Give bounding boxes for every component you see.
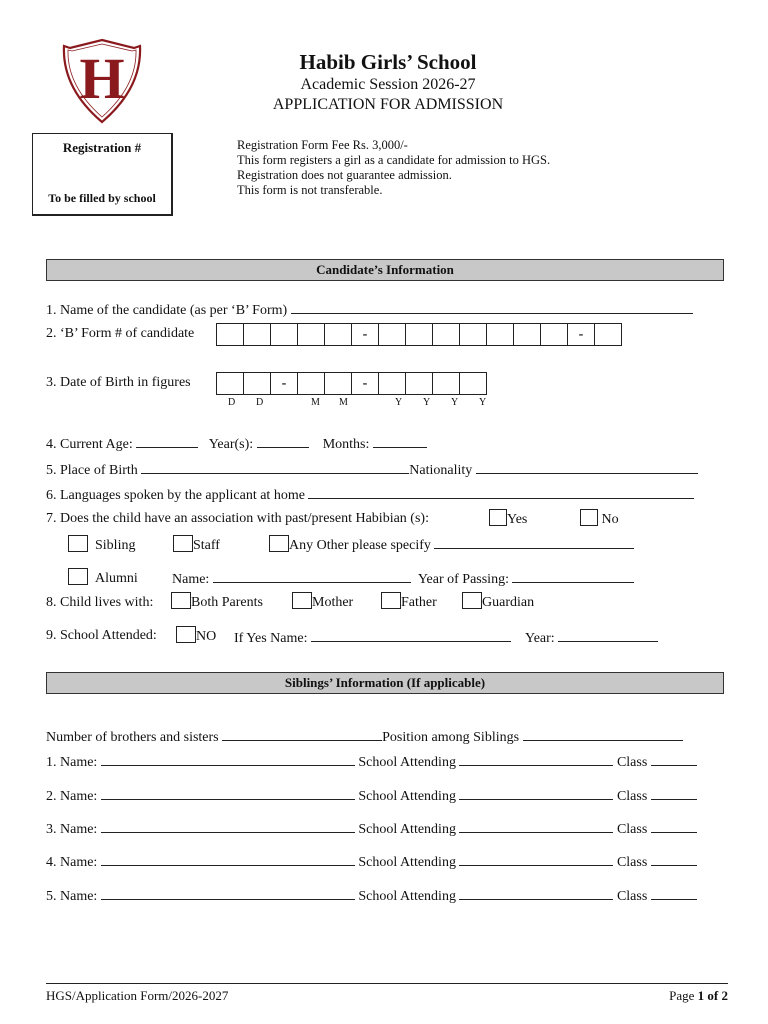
candidate-section-heading: Candidate’s Information	[46, 259, 724, 281]
sibling-class-field[interactable]	[651, 886, 697, 900]
page-total: 2	[721, 988, 728, 1003]
footer-divider	[46, 983, 728, 984]
dob-dash: -	[351, 372, 379, 395]
b-form-dash: -	[567, 323, 595, 346]
note-transfer: This form is not transferable.	[237, 183, 383, 197]
previous-school-field[interactable]	[311, 628, 511, 642]
page-current: 1	[697, 988, 705, 1003]
sibling-name-field[interactable]	[101, 852, 355, 866]
b-form-digit[interactable]	[324, 323, 352, 346]
academic-session: Academic Session 2026-27	[300, 76, 476, 93]
q9-if-yes-label: If Yes Name:	[234, 631, 308, 646]
father-checkbox[interactable]	[381, 592, 401, 609]
q9-label: 9. School Attended:	[46, 628, 157, 643]
q2-label: 2. ‘B’ Form # of candidate	[46, 326, 195, 341]
guardian-checkbox[interactable]	[462, 592, 482, 609]
q9-year-label: Year:	[525, 631, 555, 646]
sibling-class-label: Class	[616, 755, 648, 770]
q9-no-checkbox[interactable]	[176, 626, 196, 643]
sibling-option	[68, 535, 135, 554]
dob-year-digit[interactable]	[432, 372, 460, 395]
sibling-school-label: School Attending	[358, 789, 456, 804]
sibling-school-field[interactable]	[459, 852, 613, 866]
alumni-name-label: Name:	[172, 572, 210, 587]
sibling-class-label: Class	[616, 789, 648, 804]
logo-letter: H	[79, 46, 125, 111]
b-form-digit[interactable]	[216, 323, 244, 346]
sibling-school-label: School Attending	[358, 889, 456, 904]
siblings-count-row	[46, 727, 683, 746]
q7-no-label: No	[601, 512, 619, 527]
q4-label: 4. Current Age:	[46, 437, 133, 452]
sibling-name-field[interactable]	[101, 752, 355, 766]
siblings-section-heading: Siblings’ Information (If applicable)	[46, 672, 724, 694]
dob-label-y: Y	[395, 397, 403, 408]
sibling-label: Sibling	[95, 538, 136, 553]
dob-label-y: Y	[451, 397, 459, 408]
staff-checkbox[interactable]	[173, 535, 193, 552]
sibling-school-label: School Attending	[358, 822, 456, 837]
sibling-class-field[interactable]	[651, 752, 697, 766]
dob-label-m: M	[311, 397, 320, 408]
sibling-school-field[interactable]	[459, 786, 613, 800]
b-form-digit[interactable]	[378, 323, 406, 346]
siblings-count-label: Number of brothers and sisters	[46, 730, 219, 745]
sibling-school-field[interactable]	[459, 819, 613, 833]
sibling-position-field[interactable]	[523, 727, 683, 741]
sibling-class-field[interactable]	[651, 852, 697, 866]
sibling-name-label: 3. Name:	[46, 822, 98, 837]
sibling-name-field[interactable]	[101, 786, 355, 800]
alumni-checkbox[interactable]	[68, 568, 88, 585]
q9-school-row	[234, 628, 658, 647]
year-of-passing-field[interactable]	[512, 569, 634, 583]
age-years-field[interactable]	[257, 434, 309, 448]
q7-yes-checkbox[interactable]	[489, 509, 507, 526]
sibling-position-label: Position among Siblings	[382, 730, 520, 745]
guardian-label: Guardian	[482, 595, 535, 610]
any-other-option	[269, 535, 634, 554]
q5-row	[46, 460, 698, 479]
languages-field[interactable]	[308, 485, 694, 499]
q6-row	[46, 485, 694, 504]
footer-page-number	[669, 988, 728, 1004]
q4-row	[46, 434, 427, 453]
sibling-class-label: Class	[616, 855, 648, 870]
dob-label-y: Y	[423, 397, 431, 408]
b-form-digit[interactable]	[405, 323, 433, 346]
alumni-name-field[interactable]	[213, 569, 411, 583]
candidate-name-field[interactable]	[291, 300, 693, 314]
sibling-row	[46, 786, 697, 805]
dob-month-digit[interactable]	[324, 372, 352, 395]
school-logo	[62, 38, 142, 124]
any-other-checkbox[interactable]	[269, 535, 289, 552]
any-other-label: Any Other please specify	[289, 538, 431, 553]
sibling-name-field[interactable]	[101, 886, 355, 900]
q3-label: 3. Date of Birth in figures	[46, 375, 191, 390]
note-fee: Registration Form Fee Rs. 3,000/-	[237, 138, 408, 152]
sibling-class-label: Class	[616, 822, 648, 837]
sibling-school-field[interactable]	[459, 886, 613, 900]
siblings-count-field[interactable]	[222, 727, 382, 741]
q7-yes-option	[489, 509, 527, 528]
any-other-field[interactable]	[434, 535, 634, 549]
alumni-option	[68, 568, 138, 587]
sibling-class-label: Class	[616, 889, 648, 904]
sibling-name-label: 5. Name:	[46, 889, 98, 904]
place-of-birth-field[interactable]	[141, 460, 409, 474]
q8-label: 8. Child lives with:	[46, 595, 154, 610]
q1-row	[46, 300, 693, 319]
registration-note: To be filled by school	[48, 191, 156, 205]
sibling-name-label: 2. Name:	[46, 789, 98, 804]
sibling-class-field[interactable]	[651, 786, 697, 800]
sibling-row	[46, 752, 697, 771]
age-months-field[interactable]	[373, 434, 427, 448]
q5-label: 5. Place of Birth	[46, 463, 138, 478]
q4-years-label: Year(s):	[208, 437, 254, 452]
both-parents-option	[171, 592, 263, 611]
form-title: APPLICATION FOR ADMISSION	[272, 96, 504, 113]
alumni-name-row	[172, 569, 634, 588]
dob-month-digit[interactable]	[297, 372, 325, 395]
q9-no-option	[176, 626, 216, 645]
q7-no-checkbox[interactable]	[580, 509, 598, 526]
b-form-digit[interactable]	[297, 323, 325, 346]
sibling-name-label: 1. Name:	[46, 755, 98, 770]
current-age-field[interactable]	[136, 434, 198, 448]
nationality-label: Nationality	[409, 463, 473, 478]
father-label: Father	[401, 595, 437, 610]
note-guarantee: Registration does not guarantee admission.	[237, 168, 452, 182]
both-parents-label: Both Parents	[191, 595, 263, 610]
sibling-name-field[interactable]	[101, 819, 355, 833]
mother-option	[292, 592, 353, 611]
dob-boxes	[217, 372, 487, 395]
b-form-digit[interactable]	[594, 323, 622, 346]
q4-months-label: Months:	[322, 437, 370, 452]
sibling-school-label: School Attending	[358, 855, 456, 870]
q7-no-option	[580, 509, 619, 528]
nationality-field[interactable]	[476, 460, 698, 474]
staff-option	[173, 535, 220, 554]
b-form-digit[interactable]	[432, 323, 460, 346]
dob-year-digit[interactable]	[459, 372, 487, 395]
sibling-row	[46, 852, 697, 871]
dob-year-digit[interactable]	[405, 372, 433, 395]
staff-label: Staff	[193, 538, 220, 553]
q9-no-label: NO	[196, 629, 217, 644]
b-form-digit[interactable]	[513, 323, 541, 346]
dob-label-y: Y	[479, 397, 487, 408]
dob-label-m: M	[339, 397, 348, 408]
b-form-digit[interactable]	[540, 323, 568, 346]
mother-checkbox[interactable]	[292, 592, 312, 609]
sibling-row	[46, 819, 697, 838]
q7-row	[46, 511, 429, 527]
father-option	[381, 592, 437, 611]
dob-label-d: D	[228, 397, 236, 408]
mother-label: Mother	[312, 595, 354, 610]
sibling-name-label: 4. Name:	[46, 855, 98, 870]
page-of: of	[707, 988, 719, 1003]
form-notes	[237, 138, 550, 198]
registration-title: Registration #	[62, 140, 142, 155]
both-parents-checkbox[interactable]	[171, 592, 191, 609]
guardian-option	[462, 592, 534, 611]
registration-box	[32, 133, 173, 216]
note-purpose: This form registers a girl as a candidate for admission to HGS.	[237, 153, 551, 167]
alumni-label: Alumni	[95, 571, 138, 586]
b-form-digit[interactable]	[486, 323, 514, 346]
footer-form-code: HGS/Application Form/2026-2027	[46, 988, 229, 1003]
school-name: Habib Girls’ School	[299, 50, 477, 74]
b-form-digit[interactable]	[459, 323, 487, 346]
dob-dash: -	[270, 372, 298, 395]
dob-day-digit[interactable]	[216, 372, 244, 395]
q1-label: 1. Name of the candidate (as per ‘B’ Form)	[46, 303, 288, 318]
b-form-digit[interactable]	[243, 323, 271, 346]
sibling-class-field[interactable]	[651, 819, 697, 833]
sibling-checkbox[interactable]	[68, 535, 88, 552]
dob-label-d: D	[256, 397, 264, 408]
dob-day-digit[interactable]	[243, 372, 271, 395]
q7-yes-label: Yes	[507, 512, 528, 527]
year-of-passing-label: Year of Passing:	[417, 572, 509, 587]
b-form-dash: -	[351, 323, 379, 346]
b-form-digit[interactable]	[270, 323, 298, 346]
b-form-number-boxes	[217, 323, 622, 346]
sibling-school-field[interactable]	[459, 752, 613, 766]
q6-label: 6. Languages spoken by the applicant at home	[46, 488, 305, 503]
sibling-school-label: School Attending	[358, 755, 456, 770]
page-prefix: Page	[669, 988, 695, 1003]
previous-school-year-field[interactable]	[558, 628, 658, 642]
dob-year-digit[interactable]	[378, 372, 406, 395]
sibling-row	[46, 886, 697, 905]
q7-label: 7. Does the child have an association with past/present Habibian (s):	[46, 511, 429, 526]
